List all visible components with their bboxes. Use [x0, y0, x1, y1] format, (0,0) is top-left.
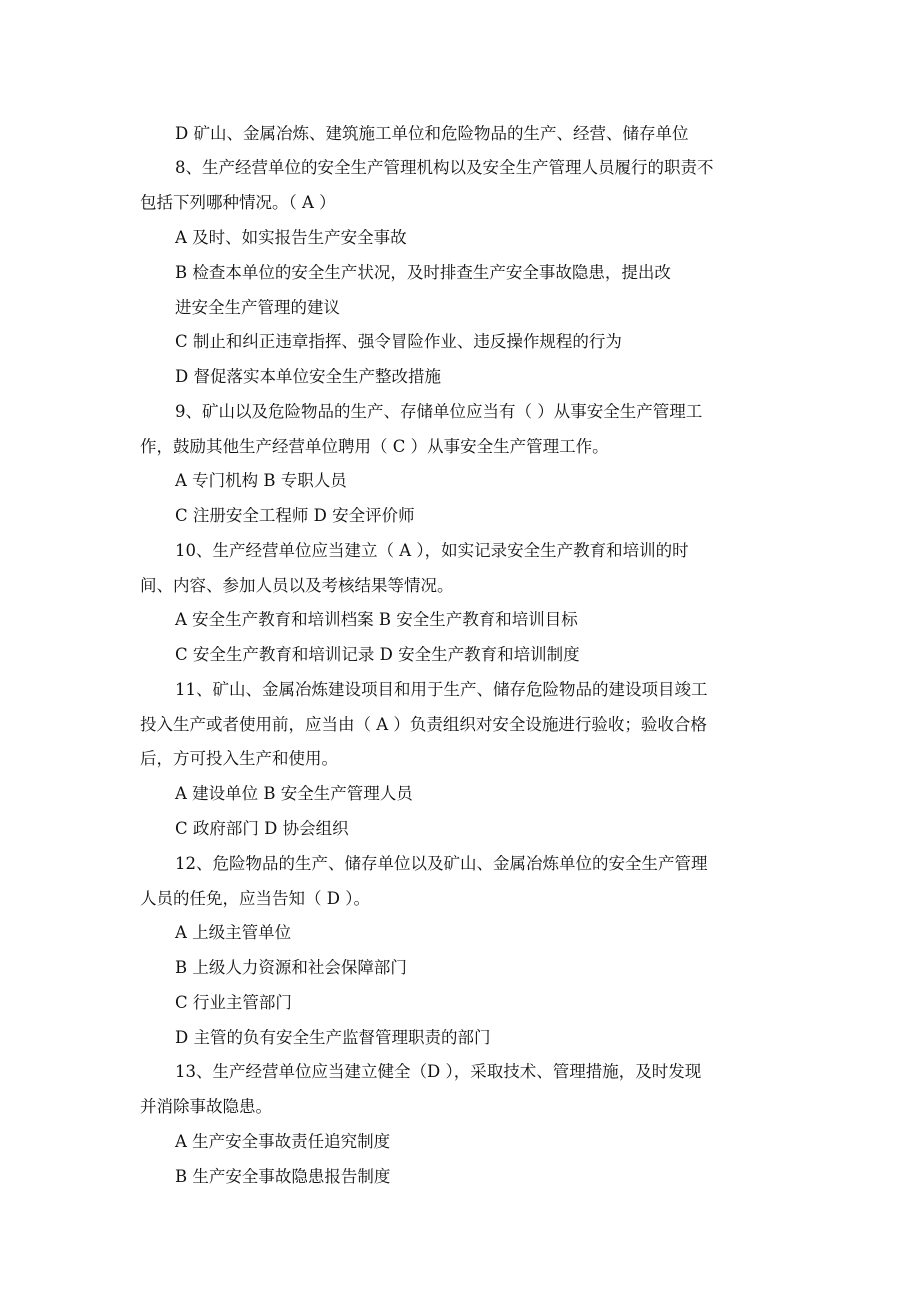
text-line: C 制止和纠正违章指挥、强令冒险作业、违反操作规程的行为: [175, 332, 622, 351]
text-line: A 及时、如实报告生产安全事故: [175, 228, 407, 247]
text-line: 8、生产经营单位的安全生产管理机构以及安全生产管理人员履行的职责不: [175, 158, 714, 177]
text-line: 13、生产经营单位应当建立健全（D ），采取技术、管理措施，及时发现: [175, 1062, 702, 1081]
text-line: 12、危险物品的生产、储存单位以及矿山、金属冶炼单位的安全生产管理: [175, 854, 708, 873]
text-line: A 建设单位 B 安全生产管理人员: [175, 784, 413, 803]
text-line: 10、生产经营单位应当建立（ A ），如实记录安全生产教育和培训的时: [175, 541, 689, 560]
text-line: 11、矿山、金属冶炼建设项目和用于生产、储存危险物品的建设项目竣工: [175, 680, 708, 699]
text-line: A 安全生产教育和培训档案 B 安全生产教育和培训目标: [175, 610, 578, 629]
text-line: B 检查本单位的安全生产状况，及时排查生产安全事故隐患，提出改: [175, 263, 671, 282]
text-line: 人员的任免，应当告知（ D ）。: [140, 889, 370, 908]
text-line: D 督促落实本单位安全生产整改措施: [175, 367, 441, 386]
text-line: C 政府部门 D 协会组织: [175, 819, 349, 838]
text-line: 后，方可投入生产和使用。: [140, 749, 338, 768]
text-line: B 上级人力资源和社会保障部门: [175, 958, 407, 977]
text-line: A 专门机构 B 专职人员: [175, 471, 347, 490]
text-line: D 主管的负有安全生产监督管理职责的部门: [175, 1028, 491, 1047]
text-line: C 安全生产教育和培训记录 D 安全生产教育和培训制度: [175, 645, 580, 664]
text-line: 作，鼓励其他生产经营单位聘用（ C ）从事安全生产管理工作。: [140, 437, 609, 456]
text-line: A 生产安全事故责任追究制度: [175, 1132, 391, 1151]
text-line: 并消除事故隐患。: [140, 1097, 272, 1116]
text-line: A 上级主管单位: [175, 923, 292, 942]
text-line: 投入生产或者使用前，应当由（ A ）负责组织对安全设施进行验收；验收合格: [140, 715, 707, 734]
text-line: 9、矿山以及危险物品的生产、存储单位应当有（ ）从事安全生产管理工: [175, 402, 703, 421]
text-line: 进安全生产管理的建议: [175, 298, 340, 317]
text-line: C 行业主管部门: [175, 993, 292, 1012]
text-line: D 矿山、金属冶炼、建筑施工单位和危险物品的生产、经营、储存单位: [175, 124, 689, 143]
text-line: 间、内容、参加人员以及考核结果等情况。: [140, 576, 454, 595]
text-line: B 生产安全事故隐患报告制度: [175, 1167, 391, 1186]
text-line: C 注册安全工程师 D 安全评价师: [175, 506, 415, 525]
text-line: 包括下列哪种情况。（ A ）: [140, 193, 336, 212]
